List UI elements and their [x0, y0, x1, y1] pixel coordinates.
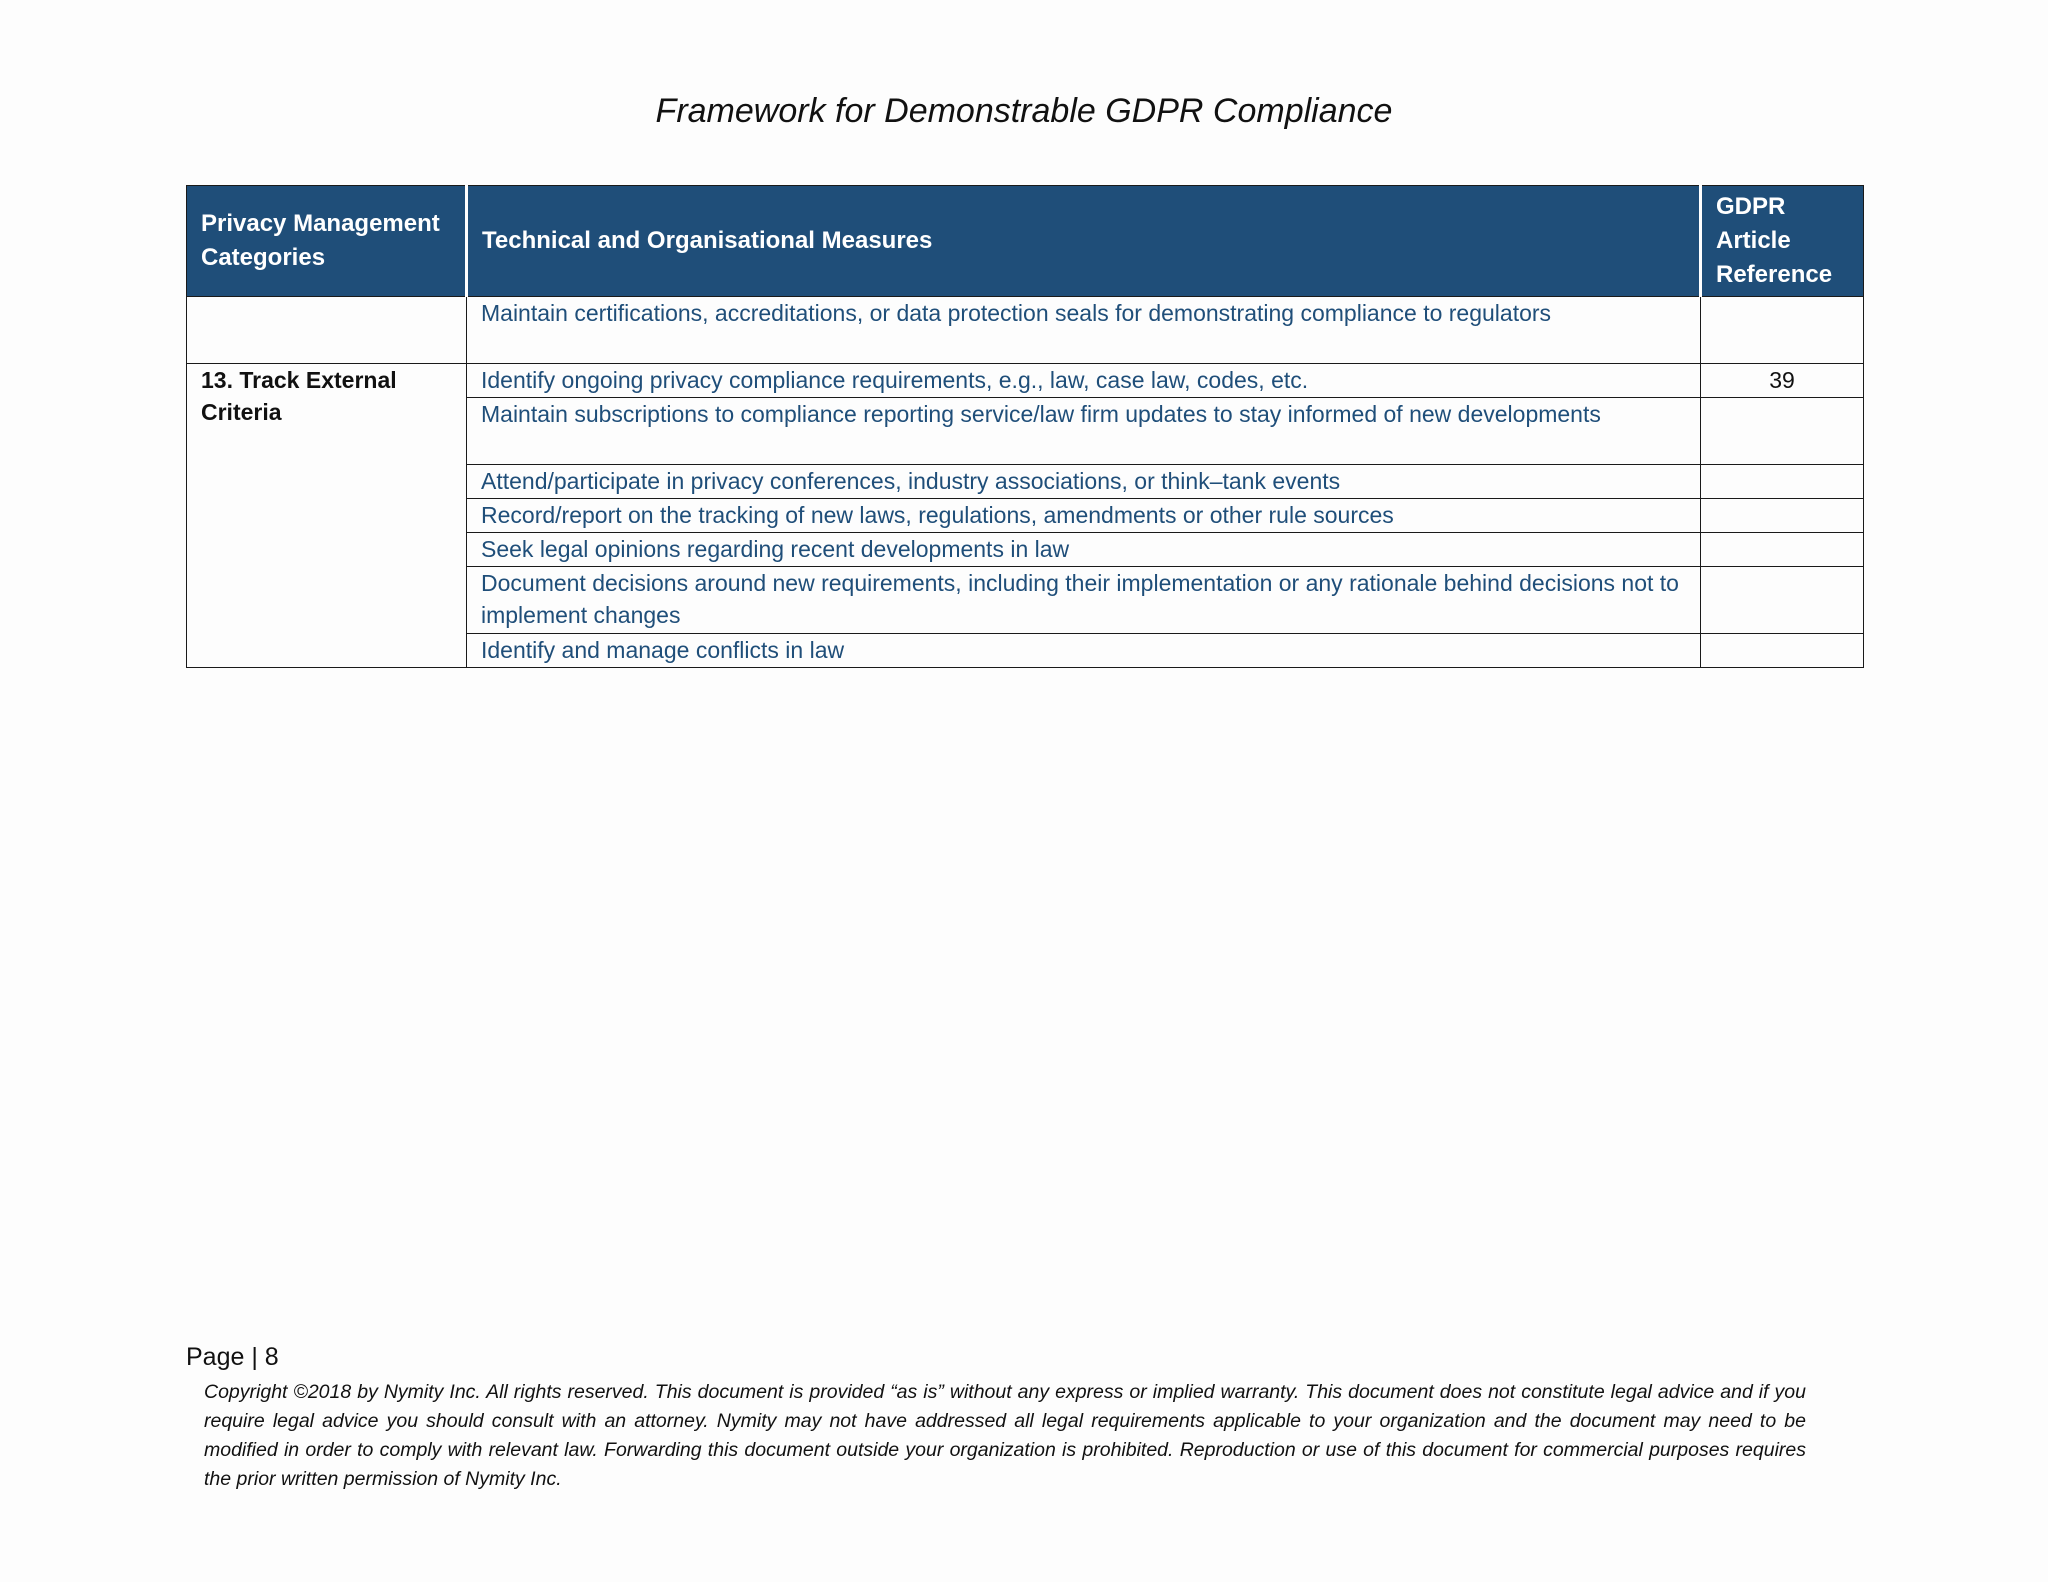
measure-cell: Document decisions around new requirements, including their implementation or any rationale behind decisions not to implement changes: [467, 567, 1701, 634]
measure-cell: Seek legal opinions regarding recent developments in law: [467, 533, 1701, 567]
reference-cell: [1701, 499, 1864, 533]
reference-cell: [1701, 297, 1864, 364]
page-number: Page | 8: [186, 1343, 279, 1371]
copyright-notice: Copyright ©2018 by Nymity Inc. All rights reserved. This document is provided “as is” without any express or implied warranty. This document does not constitute legal advice and if you require legal advice you should consult with an attorney. Nymity may not have addressed all legal requirements applicable to your organization and the document may need to be modified in order to comply with relevant law. Forwarding this document outside your organization is prohibited. Reproduction or use of this document for commercial purposes requires the prior written permission of Nymity Inc.: [204, 1381, 1806, 1490]
reference-cell: [1701, 465, 1864, 499]
header-measures: Technical and Organisational Measures: [467, 186, 1701, 297]
measure-cell: Maintain certifications, accreditations, or data protection seals for demonstrating compliance to regulators: [467, 297, 1701, 364]
compliance-table: [186, 185, 1864, 668]
header-reference: GDPR Article Reference: [1701, 186, 1864, 297]
measure-cell: Identify ongoing privacy compliance requirements, e.g., law, case law, codes, etc.: [467, 364, 1701, 398]
reference-cell: [1701, 567, 1864, 634]
header-category: Privacy Management Categories: [187, 186, 467, 297]
table-row: [187, 297, 1864, 364]
table-row: [187, 364, 1864, 398]
table-header-row: [187, 186, 1864, 297]
measure-cell: Maintain subscriptions to compliance reporting service/law firm updates to stay informed of new developments: [467, 398, 1701, 465]
measure-cell: Record/report on the tracking of new laws, regulations, amendments or other rule sources: [467, 499, 1701, 533]
measure-cell: Attend/participate in privacy conferences, industry associations, or think–tank events: [467, 465, 1701, 499]
page-title: Framework for Demonstrable GDPR Compliance: [655, 92, 1393, 130]
category-cell: 13. Track External Criteria: [187, 364, 467, 668]
reference-cell: [1701, 634, 1864, 668]
reference-cell: [1701, 398, 1864, 465]
measure-cell: Identify and manage conflicts in law: [467, 634, 1701, 668]
reference-cell: [1701, 533, 1864, 567]
category-cell-empty: [187, 297, 467, 364]
reference-cell: 39: [1701, 364, 1864, 398]
